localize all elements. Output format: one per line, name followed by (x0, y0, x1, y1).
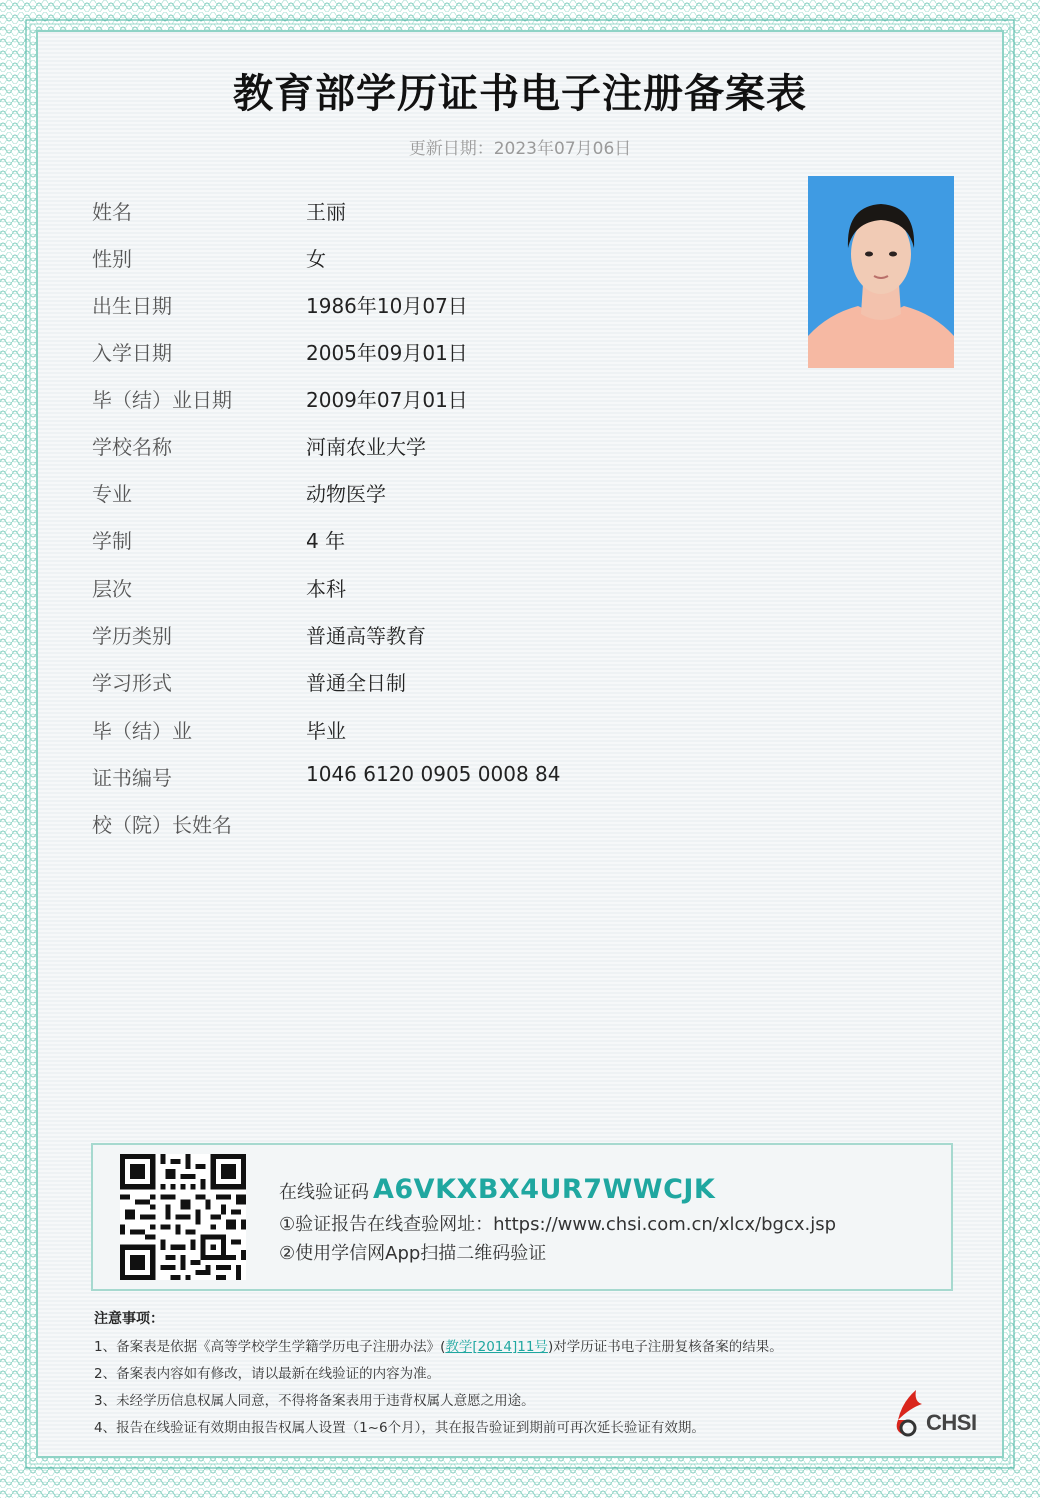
field-label: 毕（结）业 (92, 719, 192, 743)
field-value: 动物医学 (306, 482, 386, 506)
qr-code[interactable] (119, 1154, 247, 1280)
field-value: 毕业 (306, 719, 346, 743)
field-value: 普通高等教育 (306, 624, 426, 648)
field-label: 学习形式 (92, 671, 172, 695)
note-text: 1、备案表是依据《高等学校学生学籍学历电子注册办法》( (94, 1339, 446, 1355)
field-label: 证书编号 (92, 766, 172, 790)
field-value: 普通全日制 (306, 671, 406, 695)
note-item-4: 4、报告在线验证有效期由报告权属人设置（1~6个月），其在报告验证到期前可再次延长验证有效期。 (94, 1420, 705, 1436)
field-label: 专业 (92, 482, 132, 506)
update-date-line (0, 134, 1040, 159)
note-item-1 (94, 1335, 783, 1355)
chsi-logo-text: CHSI (926, 1410, 977, 1435)
document-title: 教育部学历证书电子注册备案表 (233, 71, 807, 117)
field-label: 学历类别 (92, 624, 172, 648)
verification-url-line[interactable]: ①验证报告在线查验网址：https://www.chsi.com.cn/xlcx/bgcx.jsp (279, 1214, 837, 1235)
update-label: 更新日期： (408, 139, 494, 159)
note-item-3: 3、未经学历信息权属人同意，不得将备案表用于违背权属人意愿之用途。 (94, 1393, 535, 1409)
field-value: 2005年09月01日 (306, 341, 468, 365)
field-label: 毕（结）业日期 (92, 388, 232, 412)
field-label: 层次 (92, 577, 132, 601)
field-value: 王丽 (306, 200, 346, 224)
field-value: 女 (306, 247, 326, 271)
verification-code-line (279, 1174, 715, 1205)
field-label: 出生日期 (92, 294, 172, 318)
field-label: 性别 (92, 247, 132, 271)
field-label: 入学日期 (92, 341, 172, 365)
note-item-2: 2、备案表内容如有修改，请以最新在线验证的内容为准。 (94, 1366, 441, 1382)
note-text: )对学历证书电子注册复核备案的结果。 (547, 1339, 783, 1355)
field-value: 4 年 (306, 529, 346, 553)
regulation-link[interactable]: 教学[2014]11号 (445, 1339, 548, 1355)
field-value: 2009年07月01日 (306, 388, 468, 412)
field-label: 学校名称 (92, 435, 172, 459)
verification-code[interactable]: A6VKXBX4UR7WWCJK (373, 1174, 716, 1205)
field-value: 1986年10月07日 (306, 294, 468, 318)
field-value: 1046 6120 0905 0008 84 (306, 762, 561, 786)
update-date: 2023年07月06日 (493, 139, 632, 159)
verification-code-label: 在线验证码 (279, 1182, 369, 1203)
verification-app-line: ②使用学信网App扫描二维码验证 (279, 1243, 547, 1264)
field-label: 校（院）长姓名 (92, 813, 232, 837)
field-label: 姓名 (92, 200, 132, 224)
id-photo (808, 176, 954, 368)
field-label: 学制 (92, 529, 132, 553)
field-value: 本科 (306, 577, 346, 601)
field-value: 河南农业大学 (306, 435, 426, 459)
notes-title: 注意事项： (94, 1311, 164, 1327)
